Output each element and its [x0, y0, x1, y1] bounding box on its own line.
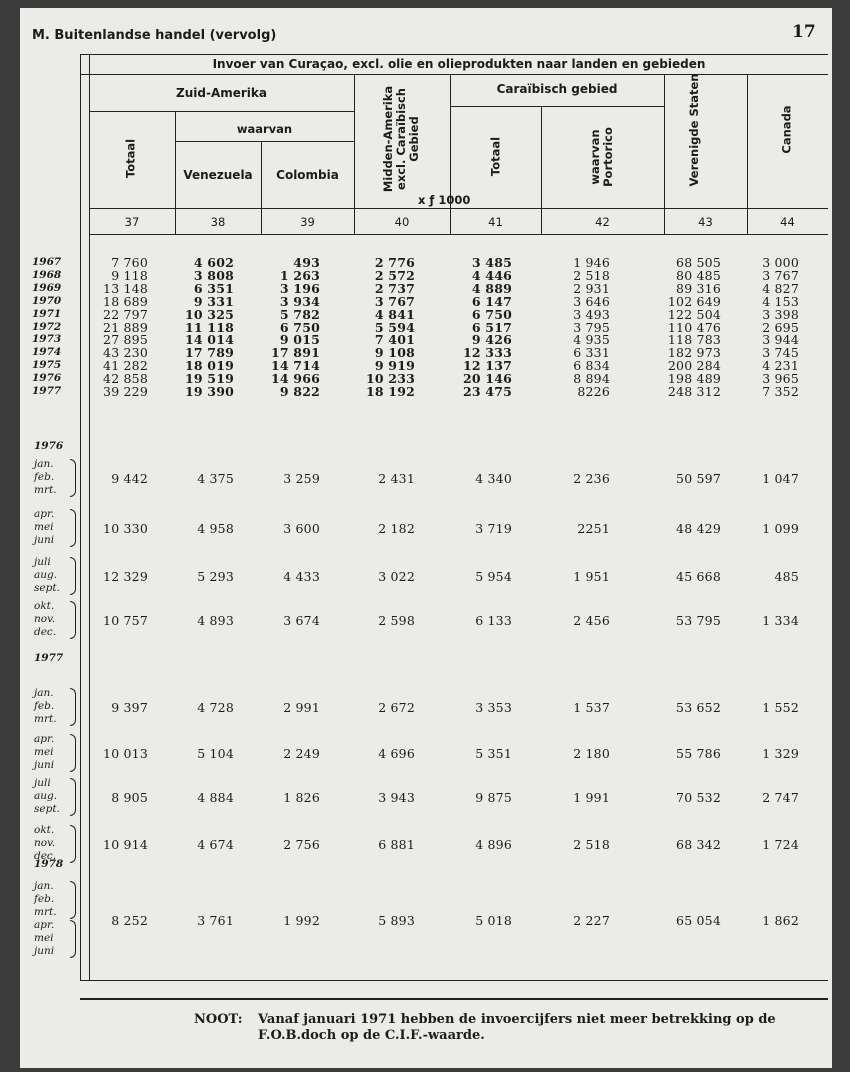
- colnum-40: 40: [394, 215, 410, 229]
- table-cell: 248 312: [667, 384, 721, 399]
- table-cell: 6 750: [279, 319, 320, 335]
- left-border-inner: [89, 54, 90, 980]
- table-cell: 3 600: [283, 521, 320, 536]
- table-cell: 7 760: [111, 255, 148, 270]
- month-label: juli: [34, 555, 51, 568]
- table-cell: 45 668: [676, 569, 721, 584]
- table-cell: 5 893: [378, 913, 415, 928]
- month-label: nov.: [34, 836, 56, 849]
- table-cell: 3 944: [762, 332, 799, 348]
- colnum-37: 37: [124, 215, 140, 229]
- table-cell: 5 018: [475, 913, 512, 928]
- table-cell: 4 602: [193, 255, 234, 270]
- month-label: jan.: [34, 686, 54, 699]
- month-label: juni: [34, 533, 55, 546]
- table-cell: 17 891: [270, 345, 320, 361]
- table-cell: 3 767: [762, 267, 799, 283]
- table-cell: 4 896: [475, 837, 512, 852]
- waarvan-line: [175, 141, 354, 142]
- table-cell: 2 672: [378, 700, 415, 715]
- col-divider-6: [664, 74, 665, 234]
- month-label: apr.: [34, 919, 55, 931]
- table-cell: 89 316: [676, 280, 721, 296]
- table-cell: 6 331: [573, 345, 610, 361]
- caraibisch-line: [450, 106, 664, 107]
- month-label: aug.: [34, 568, 58, 581]
- table-cell: 4 889: [471, 280, 512, 296]
- table-cell: 3 196: [279, 280, 320, 296]
- table-cell: 4 893: [197, 613, 234, 628]
- table-cell: 2 931: [573, 280, 610, 296]
- table-cell: 1 329: [762, 746, 799, 761]
- year-label: 1977: [34, 652, 64, 664]
- caraibisch-header: Caraïbisch gebied: [496, 82, 618, 96]
- venezuela-header: Venezuela: [183, 168, 253, 182]
- quarter-brace: [70, 557, 76, 595]
- table-cell: 5 594: [374, 319, 415, 335]
- table-cell: 39 229: [103, 384, 148, 399]
- year-label: 1970: [32, 294, 62, 307]
- table-bottom-line: [80, 980, 828, 981]
- table-cell: 5 104: [197, 746, 234, 761]
- canada-header: Canada: [779, 105, 794, 154]
- header-bottom-line: [89, 208, 828, 209]
- table-cell: 1 991: [573, 790, 610, 805]
- colnum-42: 42: [595, 215, 610, 229]
- table-cell: 1 946: [573, 255, 610, 270]
- table-cell: 11 118: [184, 319, 234, 335]
- left-border: [80, 54, 81, 980]
- month-label: jan.: [34, 457, 54, 470]
- table-cell: 2 756: [283, 837, 320, 852]
- table-cell: 10 325: [184, 306, 234, 322]
- year-label: 1974: [32, 346, 62, 359]
- table-title: Invoer van Curaçao, excl. olie en olieprodukten naar landen en gebieden: [212, 57, 706, 71]
- table-cell: 118 783: [667, 332, 721, 348]
- year-label: 1976: [34, 440, 64, 452]
- month-label: mrt.: [34, 712, 57, 725]
- table-cell: 13 148: [103, 280, 148, 296]
- table-top-line: [80, 54, 828, 55]
- table-cell: 48 429: [676, 521, 721, 536]
- table-cell: 9 015: [279, 332, 320, 348]
- table-cell: 12 329: [103, 569, 148, 584]
- note-rule: [80, 998, 828, 1000]
- table-cell: 9 822: [279, 384, 320, 399]
- table-cell: 42 858: [103, 371, 148, 387]
- table-cell: 9 426: [471, 332, 512, 348]
- month-label: juni: [34, 758, 55, 771]
- section-title: M. Buitenlandse handel (vervolg): [32, 28, 277, 43]
- quarter-brace: [70, 459, 76, 497]
- table-cell: 3 795: [573, 319, 610, 335]
- table-cell: 12 333: [462, 345, 512, 361]
- table-cell: 1 826: [283, 790, 320, 805]
- year-label: 1972: [32, 320, 62, 333]
- table-cell: 493: [293, 255, 320, 270]
- caraibisch-totaal-header: Totaal: [488, 136, 503, 177]
- month-label: aug.: [34, 789, 58, 802]
- month-label: sept.: [34, 802, 60, 815]
- table-cell: 3 745: [762, 345, 799, 361]
- month-label: nov.: [34, 612, 56, 625]
- table-cell: 8226: [577, 384, 610, 399]
- table-cell: 3 646: [573, 293, 610, 309]
- table-cell: 9 397: [111, 700, 148, 715]
- table-cell: 2 572: [374, 267, 415, 283]
- table-cell: 4 340: [475, 471, 512, 486]
- table-cell: 1 099: [762, 521, 799, 536]
- table-cell: 4 728: [197, 700, 234, 715]
- table-cell: 18 689: [103, 293, 148, 309]
- table-cell: 55 786: [676, 746, 721, 761]
- month-label: mrt.: [34, 906, 57, 918]
- month-label: jan.: [34, 880, 54, 892]
- document-page: [20, 8, 832, 1068]
- table-cell: 7 352: [762, 384, 799, 399]
- table-cell: 9 118: [111, 267, 148, 283]
- table-cell: 2 236: [573, 471, 610, 486]
- col-divider-3: [354, 74, 355, 234]
- table-cell: 20 146: [462, 371, 512, 387]
- colnum-43: 43: [698, 215, 713, 229]
- year-label: 1971: [32, 307, 62, 320]
- table-cell: 2 518: [573, 267, 610, 283]
- table-cell: 65 054: [676, 913, 721, 928]
- table-cell: 12 137: [462, 358, 512, 374]
- table-cell: 8 252: [111, 913, 148, 928]
- table-cell: 4 674: [197, 837, 234, 852]
- table-cell: 3 398: [762, 306, 799, 322]
- quarter-brace: [70, 881, 76, 919]
- table-cell: 2 695: [762, 319, 799, 335]
- table-cell: 485: [774, 569, 799, 584]
- table-cell: 2 598: [378, 613, 415, 628]
- table-cell: 9 919: [374, 358, 415, 374]
- month-label: juli: [34, 776, 51, 789]
- table-cell: 9 331: [193, 293, 234, 309]
- table-cell: 8 894: [573, 371, 610, 387]
- table-cell: 2 991: [283, 700, 320, 715]
- month-label: mei: [34, 520, 54, 533]
- table-cell: 6 351: [193, 280, 234, 296]
- table-cell: 1 552: [762, 700, 799, 715]
- table-cell: 4 827: [762, 280, 799, 296]
- table-cell: 10 013: [103, 746, 148, 761]
- table-cell: 4 433: [283, 569, 320, 584]
- month-label: okt.: [34, 823, 55, 836]
- table-cell: 10 233: [365, 371, 415, 387]
- month-label: apr.: [34, 507, 55, 520]
- col-divider-4: [450, 74, 451, 234]
- month-label: sept.: [34, 581, 60, 594]
- table-cell: 17 789: [184, 345, 234, 361]
- table-cell: 3 808: [193, 267, 234, 283]
- year-label: 1973: [32, 333, 62, 346]
- table-cell: 10 757: [103, 613, 148, 628]
- table-cell: 5 954: [475, 569, 512, 584]
- table-cell: 53 652: [676, 700, 721, 715]
- table-cell: 3 965: [762, 371, 799, 387]
- table-cell: 3 485: [471, 255, 512, 270]
- table-cell: 14 966: [270, 371, 320, 387]
- month-label: feb.: [34, 893, 55, 905]
- table-cell: 122 504: [667, 306, 721, 322]
- note-text-2: F.O.B.doch op de C.I.F.-waarde.: [258, 1028, 485, 1043]
- table-cell: 102 649: [667, 293, 721, 309]
- table-cell: 19 519: [184, 371, 234, 387]
- table-cell: 23 475: [462, 384, 512, 399]
- year-label: 1978: [34, 858, 64, 870]
- month-label: mei: [34, 932, 54, 944]
- table-cell: 1 334: [762, 613, 799, 628]
- table-cell: 4 935: [573, 332, 610, 348]
- table-cell: 1 724: [762, 837, 799, 852]
- table-cell: 41 282: [103, 358, 148, 374]
- table-cell: 3 767: [374, 293, 415, 309]
- table-cell: 2251: [577, 521, 610, 536]
- waarvan-header: waarvan: [236, 122, 293, 136]
- table-cell: 21 889: [103, 319, 148, 335]
- quarter-brace: [70, 601, 76, 639]
- unit-label: x ƒ 1000: [418, 193, 471, 207]
- table-cell: 9 108: [374, 345, 415, 361]
- col-divider-5: [541, 106, 542, 208]
- totaal-header: Totaal: [123, 138, 138, 179]
- table-cell: 182 973: [667, 345, 721, 361]
- table-cell: 6 834: [573, 358, 610, 374]
- page-number: 17: [792, 22, 816, 42]
- table-cell: 2 180: [573, 746, 610, 761]
- year-label: 1967: [32, 256, 62, 268]
- table-cell: 1 537: [573, 700, 610, 715]
- year-label: 1977: [32, 385, 62, 397]
- table-cell: 4 375: [197, 471, 234, 486]
- year-label: 1968: [32, 268, 62, 281]
- table-cell: 4 153: [762, 293, 799, 309]
- table-cell: 5 782: [279, 306, 320, 322]
- table-cell: 6 147: [471, 293, 512, 309]
- table-cell: 5 293: [197, 569, 234, 584]
- table-cell: 3 674: [283, 613, 320, 628]
- table-cell: 2 747: [762, 790, 799, 805]
- table-cell: 1 047: [762, 471, 799, 486]
- quarter-brace: [70, 734, 76, 772]
- colnum-41: 41: [488, 215, 503, 229]
- table-cell: 68 342: [676, 837, 721, 852]
- table-cell: 1 862: [762, 913, 799, 928]
- table-cell: 10 914: [103, 837, 148, 852]
- month-label: dec.: [34, 849, 57, 862]
- table-cell: 4 231: [762, 358, 799, 374]
- table-cell: 3 000: [762, 255, 799, 270]
- table-cell: 70 532: [676, 790, 721, 805]
- table-cell: 4 446: [471, 267, 512, 283]
- note-label: NOOT:: [194, 1012, 243, 1027]
- table-cell: 9 442: [111, 471, 148, 486]
- month-label: mrt.: [34, 483, 57, 496]
- table-cell: 9 875: [475, 790, 512, 805]
- table-cell: 10 330: [103, 521, 148, 536]
- table-cell: 27 895: [103, 332, 148, 348]
- table-cell: 7 401: [374, 332, 415, 348]
- table-cell: 14 714: [270, 358, 320, 374]
- table-cell: 1 951: [573, 569, 610, 584]
- month-label: juni: [34, 945, 55, 957]
- month-label: apr.: [34, 732, 55, 745]
- month-label: okt.: [34, 599, 55, 612]
- table-cell: 22 797: [103, 306, 148, 322]
- table-cell: 6 881: [378, 837, 415, 852]
- colombia-header: Colombia: [276, 168, 339, 182]
- table-cell: 3 493: [573, 306, 610, 322]
- verenigde-staten-header: Verenigde Staten: [687, 73, 701, 187]
- table-cell: 6 750: [471, 306, 512, 322]
- note-text-1: Vanaf januari 1971 hebben de invoercijfers niet meer betrekking op de: [258, 1012, 776, 1027]
- table-cell: 2 737: [374, 280, 415, 296]
- table-cell: 3 934: [279, 293, 320, 309]
- table-cell: 4 958: [197, 521, 234, 536]
- quarter-brace: [70, 688, 76, 726]
- portorico-header: waarvan Portorico: [588, 127, 615, 187]
- table-cell: 2 227: [573, 913, 610, 928]
- month-label: dec.: [34, 625, 57, 638]
- midden-amerika-header: Midden-Amerika excl. Caraïbisch Gebied: [381, 85, 421, 193]
- year-label: 1976: [32, 372, 62, 385]
- colnum-39: 39: [300, 215, 315, 229]
- month-label: feb.: [34, 699, 55, 712]
- table-cell: 18 019: [184, 358, 234, 374]
- zuid-amerika-header: Zuid-Amerika: [176, 86, 267, 100]
- table-cell: 4 841: [374, 306, 415, 322]
- quarter-brace: [70, 509, 76, 547]
- table-cell: 5 351: [475, 746, 512, 761]
- table-cell: 1 992: [283, 913, 320, 928]
- table-cell: 19 390: [184, 384, 234, 399]
- quarter-brace: [70, 825, 76, 863]
- table-cell: 18 192: [365, 384, 415, 399]
- colnum-44: 44: [780, 215, 795, 229]
- table-cell: 3 943: [378, 790, 415, 805]
- table-cell: 4 696: [378, 746, 415, 761]
- colnum-line: [89, 234, 828, 235]
- table-cell: 8 905: [111, 790, 148, 805]
- year-label: 1969: [32, 281, 62, 294]
- table-cell: 14 014: [184, 332, 234, 348]
- quarter-brace: [70, 778, 76, 816]
- table-cell: 198 489: [667, 371, 721, 387]
- table-cell: 2 518: [573, 837, 610, 852]
- table-cell: 43 230: [103, 345, 148, 361]
- table-cell: 1 263: [279, 267, 320, 283]
- table-cell: 3 761: [197, 913, 234, 928]
- quarter-brace: [70, 920, 76, 958]
- colnum-38: 38: [210, 215, 226, 229]
- table-cell: 6 517: [471, 319, 512, 335]
- table-cell: 53 795: [676, 613, 721, 628]
- table-cell: 3 022: [378, 569, 415, 584]
- table-cell: 3 259: [283, 471, 320, 486]
- month-label: mei: [34, 745, 54, 758]
- table-cell: 68 505: [676, 255, 721, 270]
- col-divider-7: [747, 74, 748, 234]
- table-cell: 3 353: [475, 700, 512, 715]
- table-cell: 200 284: [667, 358, 721, 374]
- table-cell: 6 133: [475, 613, 512, 628]
- table-cell: 4 884: [197, 790, 234, 805]
- table-cell: 50 597: [676, 471, 721, 486]
- table-cell: 2 456: [573, 613, 610, 628]
- table-cell: 110 476: [667, 319, 721, 335]
- table-cell: 3 719: [475, 521, 512, 536]
- table-cell: 2 249: [283, 746, 320, 761]
- table-cell: 2 182: [378, 521, 415, 536]
- table-cell: 2 431: [378, 471, 415, 486]
- table-cell: 80 485: [676, 267, 721, 283]
- year-label: 1975: [32, 359, 62, 372]
- table-cell: 2 776: [374, 255, 415, 270]
- month-label: feb.: [34, 470, 55, 483]
